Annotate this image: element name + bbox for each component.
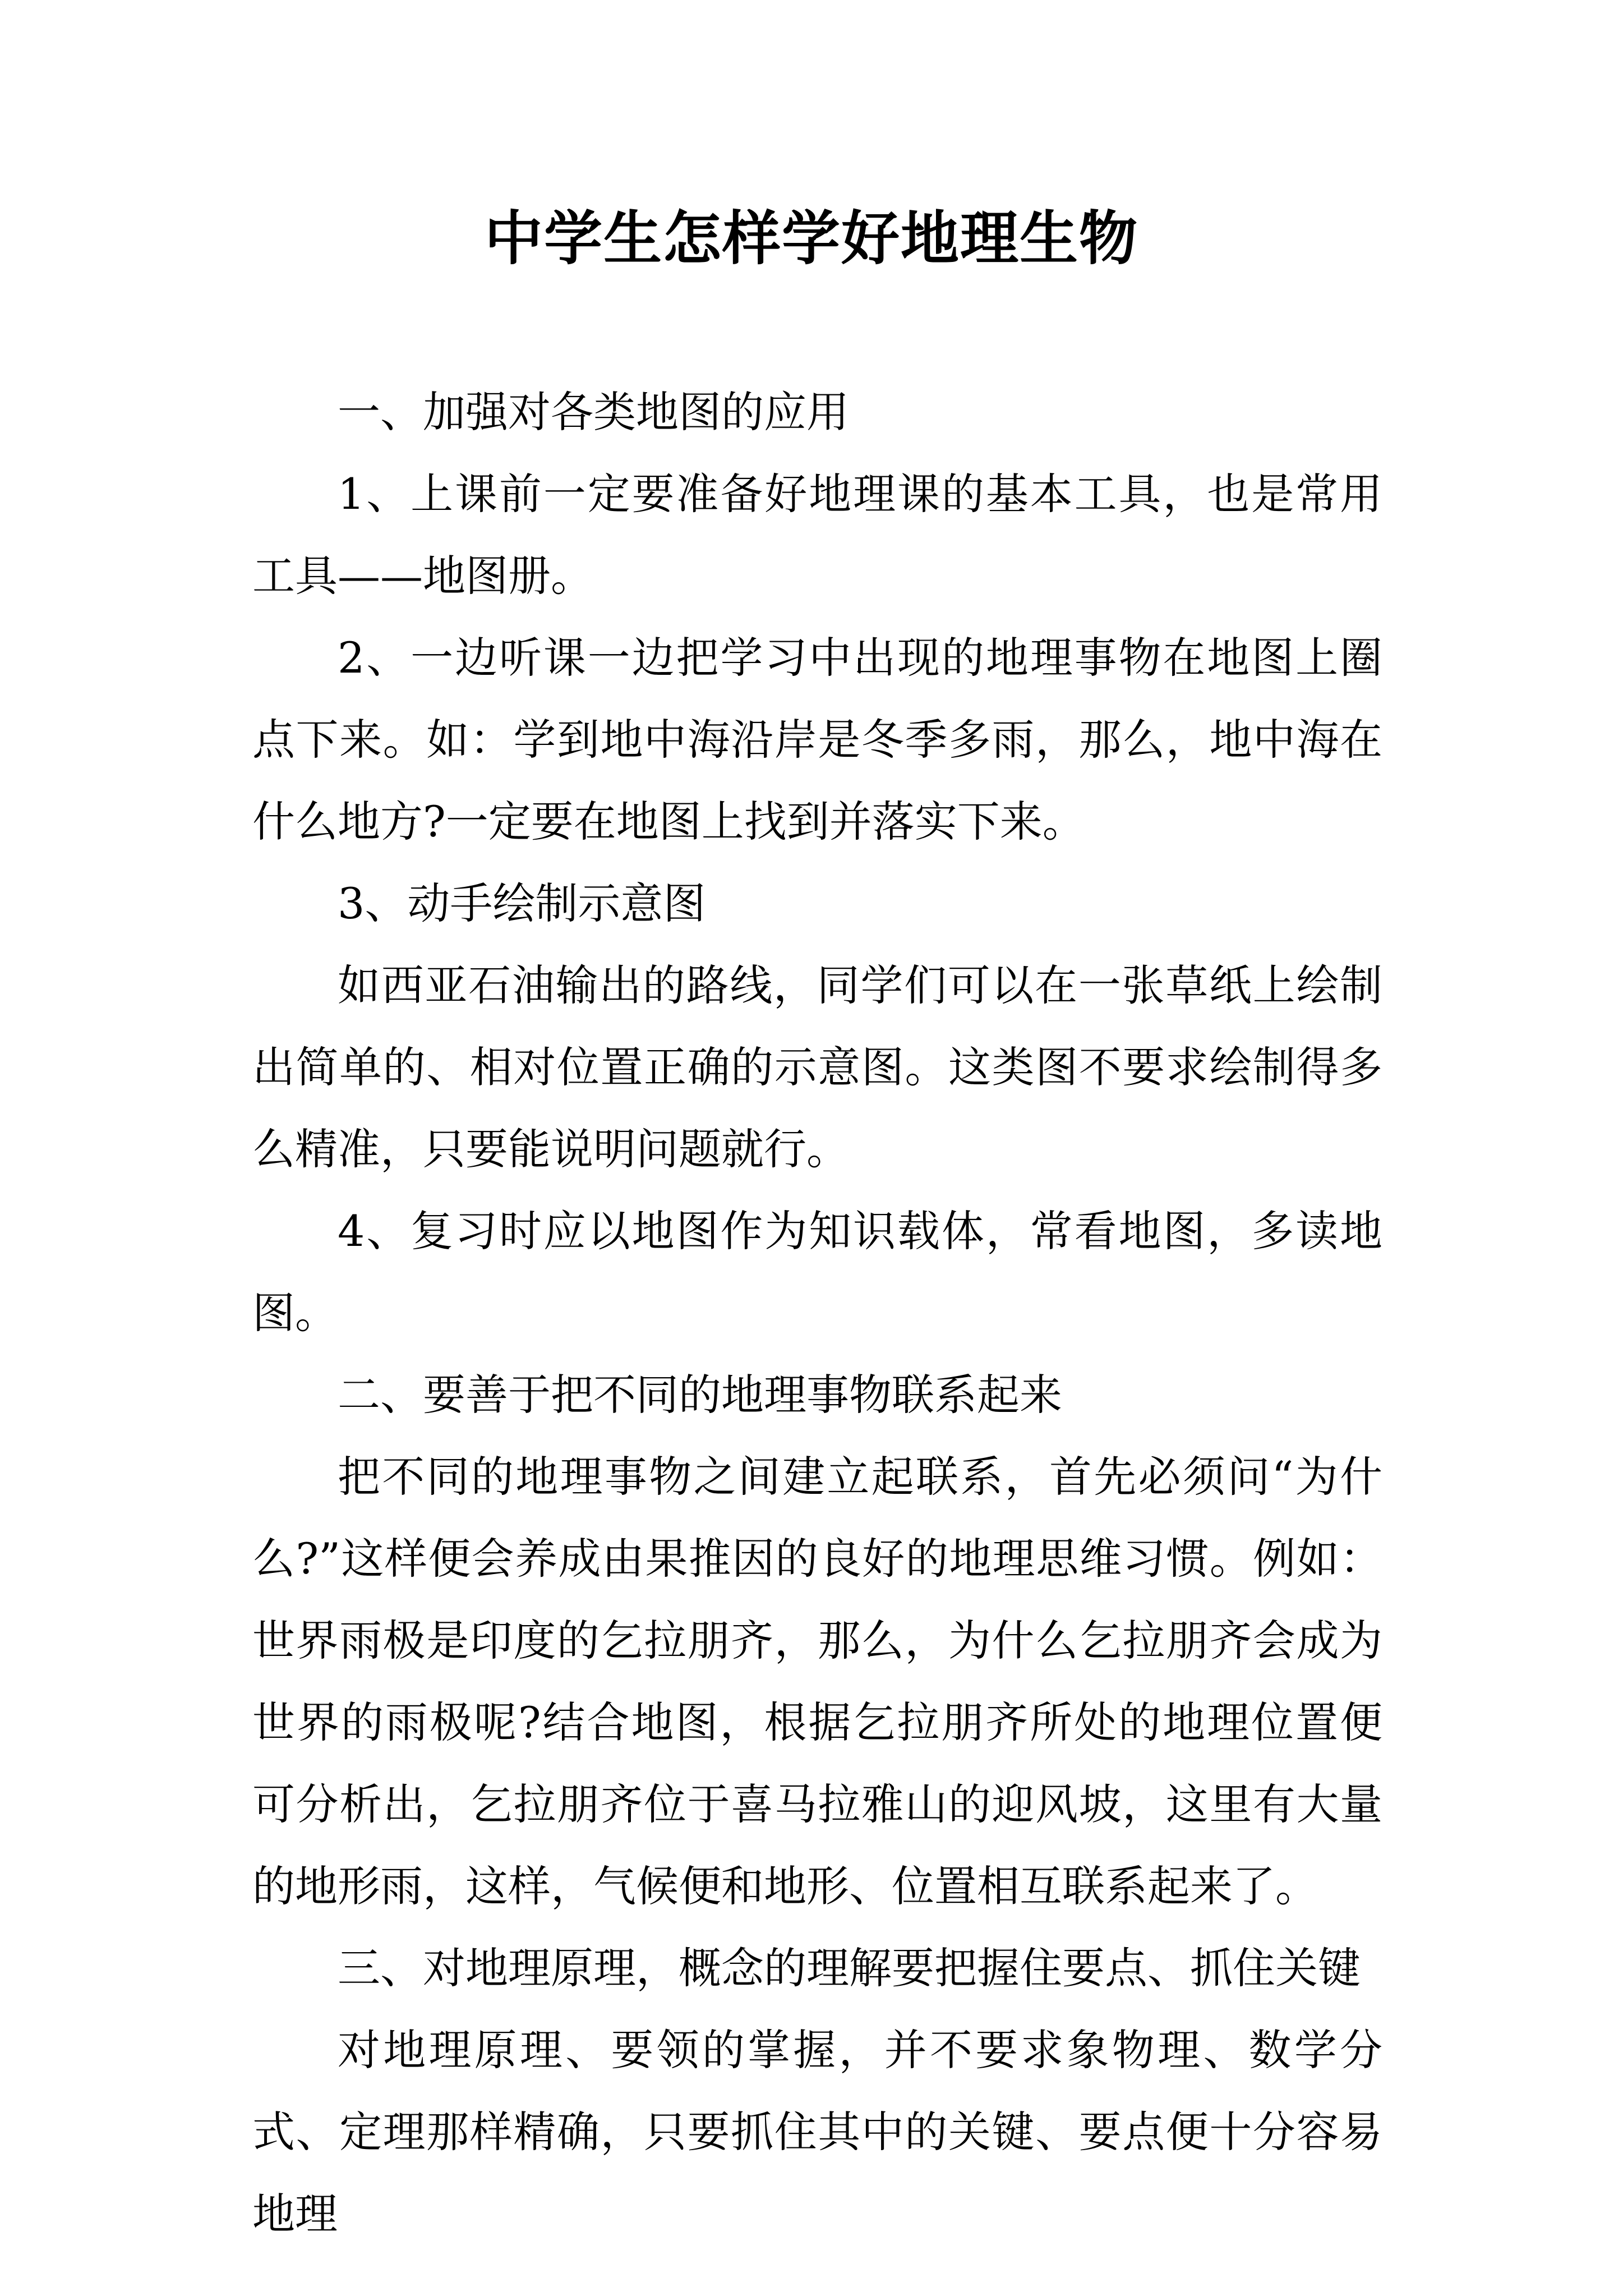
paragraph: 3、动手绘制示意图 <box>338 878 706 928</box>
paragraph: 4、复习时应以地图作为知识载体，常看地图，多读地图。 <box>252 1206 1382 1338</box>
document-title: 中学生怎样学好地理生物 <box>484 204 1138 273</box>
paragraph-heading-3: 三、对地理原理，概念的理解要把握住要点、抓住关键 <box>338 1943 1361 1993</box>
paragraph-heading-1: 一、加强对各类地图的应用 <box>338 387 849 437</box>
paragraph: 1、上课前一定要准备好地理课的基本工具，也是常用工具——地图册。 <box>252 469 1382 601</box>
document-body <box>252 371 1382 2255</box>
paragraph: 把不同的地理事物之间建立起联系，首先必须问“为什么?”这样便会养成由果推因的良好的地理思维习惯。例如：世界雨极是印度的乞拉朋齐，那么，为什么乞拉朋齐会成为世界的雨极呢?结合地图，根据乞拉朋齐所处的地理位置便可分析出，乞拉朋齐位于喜马拉雅山的迎风坡，这里有大量的地形雨，这样，气候便和地形、位置相互联系起来了。 <box>252 1452 1382 1911</box>
paragraph: 如西亚石油输出的路线，同学们可以在一张草纸上绘制出简单的、相对位置正确的示意图。这类图不要求绘制得多么精准，只要能说明问题就行。 <box>252 960 1382 1174</box>
paragraph: 对地理原理、要领的掌握，并不要求象物理、数学分式、定理那样精确，只要抓住其中的关键、要点便十分容易地理 <box>252 2025 1382 2239</box>
paragraph-heading-2: 二、要善于把不同的地理事物联系起来 <box>338 1370 1062 1420</box>
paragraph: 2、一边听课一边把学习中出现的地理事物在地图上圈点下来。如：学到地中海沿岸是冬季多雨，那么，地中海在什么地方?一定要在地图上找到并落实下来。 <box>252 633 1382 846</box>
